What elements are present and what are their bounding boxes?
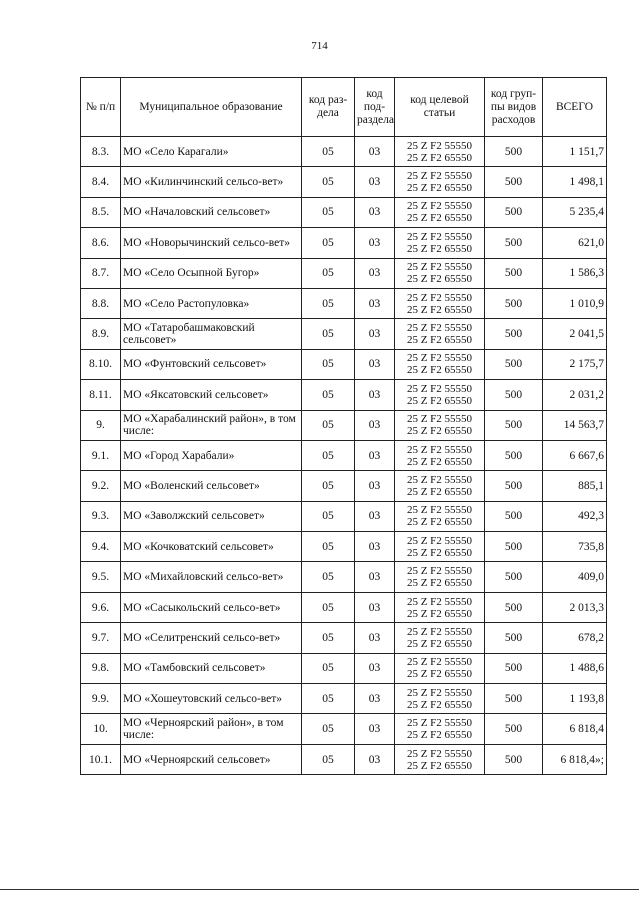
target-code-line-1: 25 Z F2 55550 [406,656,473,669]
municipality-name: МО «Яксатовский сельсовет» [121,380,302,410]
section-code: 05 [302,471,355,501]
page-number: 714 [311,40,328,52]
municipality-name: МО «Тамбовский сельсовет» [121,653,302,683]
target-article-code [395,380,485,410]
target-code-line-1: 25 Z F2 55550 [406,534,473,547]
target-article-code [395,288,485,318]
target-code-line-2: 25 Z F2 65550 [406,516,473,529]
target-article-code [395,167,485,197]
total-amount: 6 818,4 [543,714,607,744]
subsection-code: 03 [355,440,395,470]
municipality-name: МО «Село Осыпной Бугор» [121,258,302,288]
target-code-line-2: 25 Z F2 65550 [406,273,473,286]
subsection-code: 03 [355,501,395,531]
expense-group-code: 500 [485,349,543,379]
table-row [81,684,607,714]
subsection-code: 03 [355,684,395,714]
municipality-name: МО «Фунтовский сельсовет» [121,349,302,379]
target-article-code [395,319,485,349]
section-code: 05 [302,592,355,622]
section-code: 05 [302,684,355,714]
total-amount: 1 151,7 [543,137,607,167]
section-code: 05 [302,623,355,653]
table-row [81,744,607,774]
total-amount: 2 031,2 [543,380,607,410]
section-code: 05 [302,410,355,440]
table-row [81,258,607,288]
table-body [81,137,607,775]
subsection-code: 03 [355,653,395,683]
total-amount: 2 175,7 [543,349,607,379]
section-code: 05 [302,349,355,379]
row-number: 8.3. [81,137,121,167]
table-row [81,228,607,258]
subsection-code: 03 [355,228,395,258]
expense-group-code: 500 [485,623,543,653]
target-code-line-1: 25 Z F2 55550 [406,139,473,152]
budget-table [80,77,607,775]
subsection-code: 03 [355,623,395,653]
target-code-line-1: 25 Z F2 55550 [406,595,473,608]
row-number: 8.10. [81,349,121,379]
section-code: 05 [302,653,355,683]
target-article-code [395,349,485,379]
subsection-code: 03 [355,592,395,622]
municipality-name: МО «Михайловский сельсо-вет» [121,562,302,592]
subsection-code: 03 [355,410,395,440]
target-code-line-2: 25 Z F2 65550 [406,729,473,742]
target-code-line-2: 25 Z F2 65550 [406,668,473,681]
section-code: 05 [302,380,355,410]
municipality-name: МО «Город Харабали» [121,440,302,470]
total-amount: 1 193,8 [543,684,607,714]
municipality-name: МО «Село Растопуловка» [121,288,302,318]
total-amount: 1 498,1 [543,167,607,197]
section-code: 05 [302,137,355,167]
target-code-line-1: 25 Z F2 55550 [406,747,473,760]
section-code: 05 [302,228,355,258]
bottom-divider [0,889,639,890]
row-number: 8.6. [81,228,121,258]
row-number: 9.8. [81,653,121,683]
expense-group-code: 500 [485,319,543,349]
target-article-code [395,623,485,653]
table-row [81,714,607,744]
expense-group-code: 500 [485,684,543,714]
table-row [81,288,607,318]
expense-group-code: 500 [485,258,543,288]
row-number: 8.7. [81,258,121,288]
row-number: 8.5. [81,197,121,227]
header-row [81,78,607,137]
target-article-code [395,592,485,622]
header-total: ВСЕГО [543,78,607,137]
target-code-line-2: 25 Z F2 65550 [406,394,473,407]
municipality-name: МО «Началовский сельсовет» [121,197,302,227]
target-article-code [395,684,485,714]
total-amount: 14 563,7 [543,410,607,440]
target-code-line-2: 25 Z F2 65550 [406,182,473,195]
target-article-code [395,653,485,683]
municipality-name: МО «Воленский сельсовет» [121,471,302,501]
target-code-line-2: 25 Z F2 65550 [406,698,473,711]
target-code-line-2: 25 Z F2 65550 [406,607,473,620]
total-amount: 2 013,3 [543,592,607,622]
row-number: 9.3. [81,501,121,531]
row-number: 8.9. [81,319,121,349]
section-code: 05 [302,440,355,470]
target-code-line-1: 25 Z F2 55550 [406,382,473,395]
expense-group-code: 500 [485,167,543,197]
total-amount: 6 818,4»; [543,744,607,774]
target-article-code [395,440,485,470]
section-code: 05 [302,562,355,592]
table-row [81,167,607,197]
expense-group-code: 500 [485,501,543,531]
municipality-name: МО «Харабалинский район», в том числе: [121,410,302,440]
target-code-line-1: 25 Z F2 55550 [406,565,473,578]
expense-group-code: 500 [485,197,543,227]
target-code-line-1: 25 Z F2 55550 [406,473,473,486]
target-code-line-1: 25 Z F2 55550 [406,625,473,638]
row-number: 9.2. [81,471,121,501]
total-amount: 621,0 [543,228,607,258]
target-article-code [395,228,485,258]
section-code: 05 [302,714,355,744]
total-amount: 1 010,9 [543,288,607,318]
section-code: 05 [302,167,355,197]
target-article-code [395,562,485,592]
target-code-line-2: 25 Z F2 65550 [406,485,473,498]
target-code-line-2: 25 Z F2 65550 [406,334,473,347]
header-subsection: код под-раздела [355,78,395,137]
target-code-line-2: 25 Z F2 65550 [406,364,473,377]
target-code-line-1: 25 Z F2 55550 [406,261,473,274]
row-number: 9.5. [81,562,121,592]
row-number: 9.1. [81,440,121,470]
section-code: 05 [302,197,355,227]
subsection-code: 03 [355,349,395,379]
section-code: 05 [302,288,355,318]
table-row [81,471,607,501]
subsection-code: 03 [355,744,395,774]
municipality-name: МО «Кочковатский сельсовет» [121,532,302,562]
municipality-name: МО «Черноярский сельсовет» [121,744,302,774]
municipality-name: МО «Селитренский сельсо-вет» [121,623,302,653]
total-amount: 678,2 [543,623,607,653]
row-number: 9.9. [81,684,121,714]
subsection-code: 03 [355,197,395,227]
municipality-name: МО «Татаробашмаковский сельсовет» [121,319,302,349]
municipality-name: МО «Село Карагали» [121,137,302,167]
municipality-name: МО «Новорычинский сельсо-вет» [121,228,302,258]
target-code-line-1: 25 Z F2 55550 [406,686,473,699]
total-amount: 492,3 [543,501,607,531]
subsection-code: 03 [355,167,395,197]
section-code: 05 [302,258,355,288]
row-number: 10.1. [81,744,121,774]
total-amount: 409,0 [543,562,607,592]
table-row [81,653,607,683]
target-code-line-2: 25 Z F2 65550 [406,546,473,559]
expense-group-code: 500 [485,532,543,562]
target-article-code [395,471,485,501]
target-code-line-1: 25 Z F2 55550 [406,504,473,517]
expense-group-code: 500 [485,288,543,318]
row-number: 9. [81,410,121,440]
table-row [81,380,607,410]
table-row [81,349,607,379]
target-code-line-2: 25 Z F2 65550 [406,759,473,772]
target-code-line-2: 25 Z F2 65550 [406,303,473,316]
header-expense: код груп-пы видов расходов [485,78,543,137]
subsection-code: 03 [355,532,395,562]
target-code-line-1: 25 Z F2 55550 [406,170,473,183]
row-number: 9.4. [81,532,121,562]
subsection-code: 03 [355,562,395,592]
expense-group-code: 500 [485,471,543,501]
subsection-code: 03 [355,288,395,318]
section-code: 05 [302,501,355,531]
row-number: 8.11. [81,380,121,410]
table-row [81,532,607,562]
expense-group-code: 500 [485,653,543,683]
row-number: 9.6. [81,592,121,622]
target-article-code [395,410,485,440]
target-code-line-1: 25 Z F2 55550 [406,322,473,335]
target-code-line-1: 25 Z F2 55550 [406,352,473,365]
total-amount: 1 488,6 [543,653,607,683]
row-number: 8.4. [81,167,121,197]
section-code: 05 [302,532,355,562]
target-article-code [395,137,485,167]
target-code-line-1: 25 Z F2 55550 [406,200,473,213]
municipality-name: МО «Заволжский сельсовет» [121,501,302,531]
header-target: код целевой статьи [395,78,485,137]
table-row [81,592,607,622]
table-row [81,197,607,227]
subsection-code: 03 [355,137,395,167]
target-article-code [395,714,485,744]
section-code: 05 [302,319,355,349]
target-code-line-2: 25 Z F2 65550 [406,425,473,438]
expense-group-code: 500 [485,592,543,622]
subsection-code: 03 [355,319,395,349]
expense-group-code: 500 [485,228,543,258]
table-row [81,137,607,167]
table-row [81,410,607,440]
expense-group-code: 500 [485,562,543,592]
municipality-name: МО «Сасыкольский сельсо-вет» [121,592,302,622]
section-code: 05 [302,744,355,774]
target-code-line-1: 25 Z F2 55550 [406,230,473,243]
target-code-line-2: 25 Z F2 65550 [406,637,473,650]
total-amount: 2 041,5 [543,319,607,349]
expense-group-code: 500 [485,744,543,774]
target-code-line-1: 25 Z F2 55550 [406,413,473,426]
subsection-code: 03 [355,380,395,410]
header-name: Муниципальное образование [121,78,302,137]
expense-group-code: 500 [485,380,543,410]
target-article-code [395,744,485,774]
header-num: № п/п [81,78,121,137]
target-code-line-2: 25 Z F2 65550 [406,212,473,225]
total-amount: 6 667,6 [543,440,607,470]
header-section: код раз-дела [302,78,355,137]
subsection-code: 03 [355,258,395,288]
target-code-line-1: 25 Z F2 55550 [406,443,473,456]
total-amount: 5 235,4 [543,197,607,227]
table-row [81,319,607,349]
municipality-name: МО «Черноярский район», в том числе: [121,714,302,744]
municipality-name: МО «Хошеутовский сельсо-вет» [121,684,302,714]
target-code-line-1: 25 Z F2 55550 [406,291,473,304]
expense-group-code: 500 [485,440,543,470]
target-code-line-1: 25 Z F2 55550 [406,717,473,730]
row-number: 10. [81,714,121,744]
total-amount: 885,1 [543,471,607,501]
target-code-line-2: 25 Z F2 65550 [406,242,473,255]
target-code-line-2: 25 Z F2 65550 [406,577,473,590]
target-code-line-2: 25 Z F2 65550 [406,151,473,164]
municipality-name: МО «Килинчинский сельсо-вет» [121,167,302,197]
subsection-code: 03 [355,471,395,501]
subsection-code: 03 [355,714,395,744]
row-number: 9.7. [81,623,121,653]
table-row [81,501,607,531]
expense-group-code: 500 [485,410,543,440]
expense-group-code: 500 [485,714,543,744]
target-article-code [395,258,485,288]
table-row [81,623,607,653]
total-amount: 1 586,3 [543,258,607,288]
target-article-code [395,532,485,562]
target-article-code [395,197,485,227]
total-amount: 735,8 [543,532,607,562]
table-row [81,440,607,470]
table-row [81,562,607,592]
row-number: 8.8. [81,288,121,318]
target-code-line-2: 25 Z F2 65550 [406,455,473,468]
target-article-code [395,501,485,531]
expense-group-code: 500 [485,137,543,167]
